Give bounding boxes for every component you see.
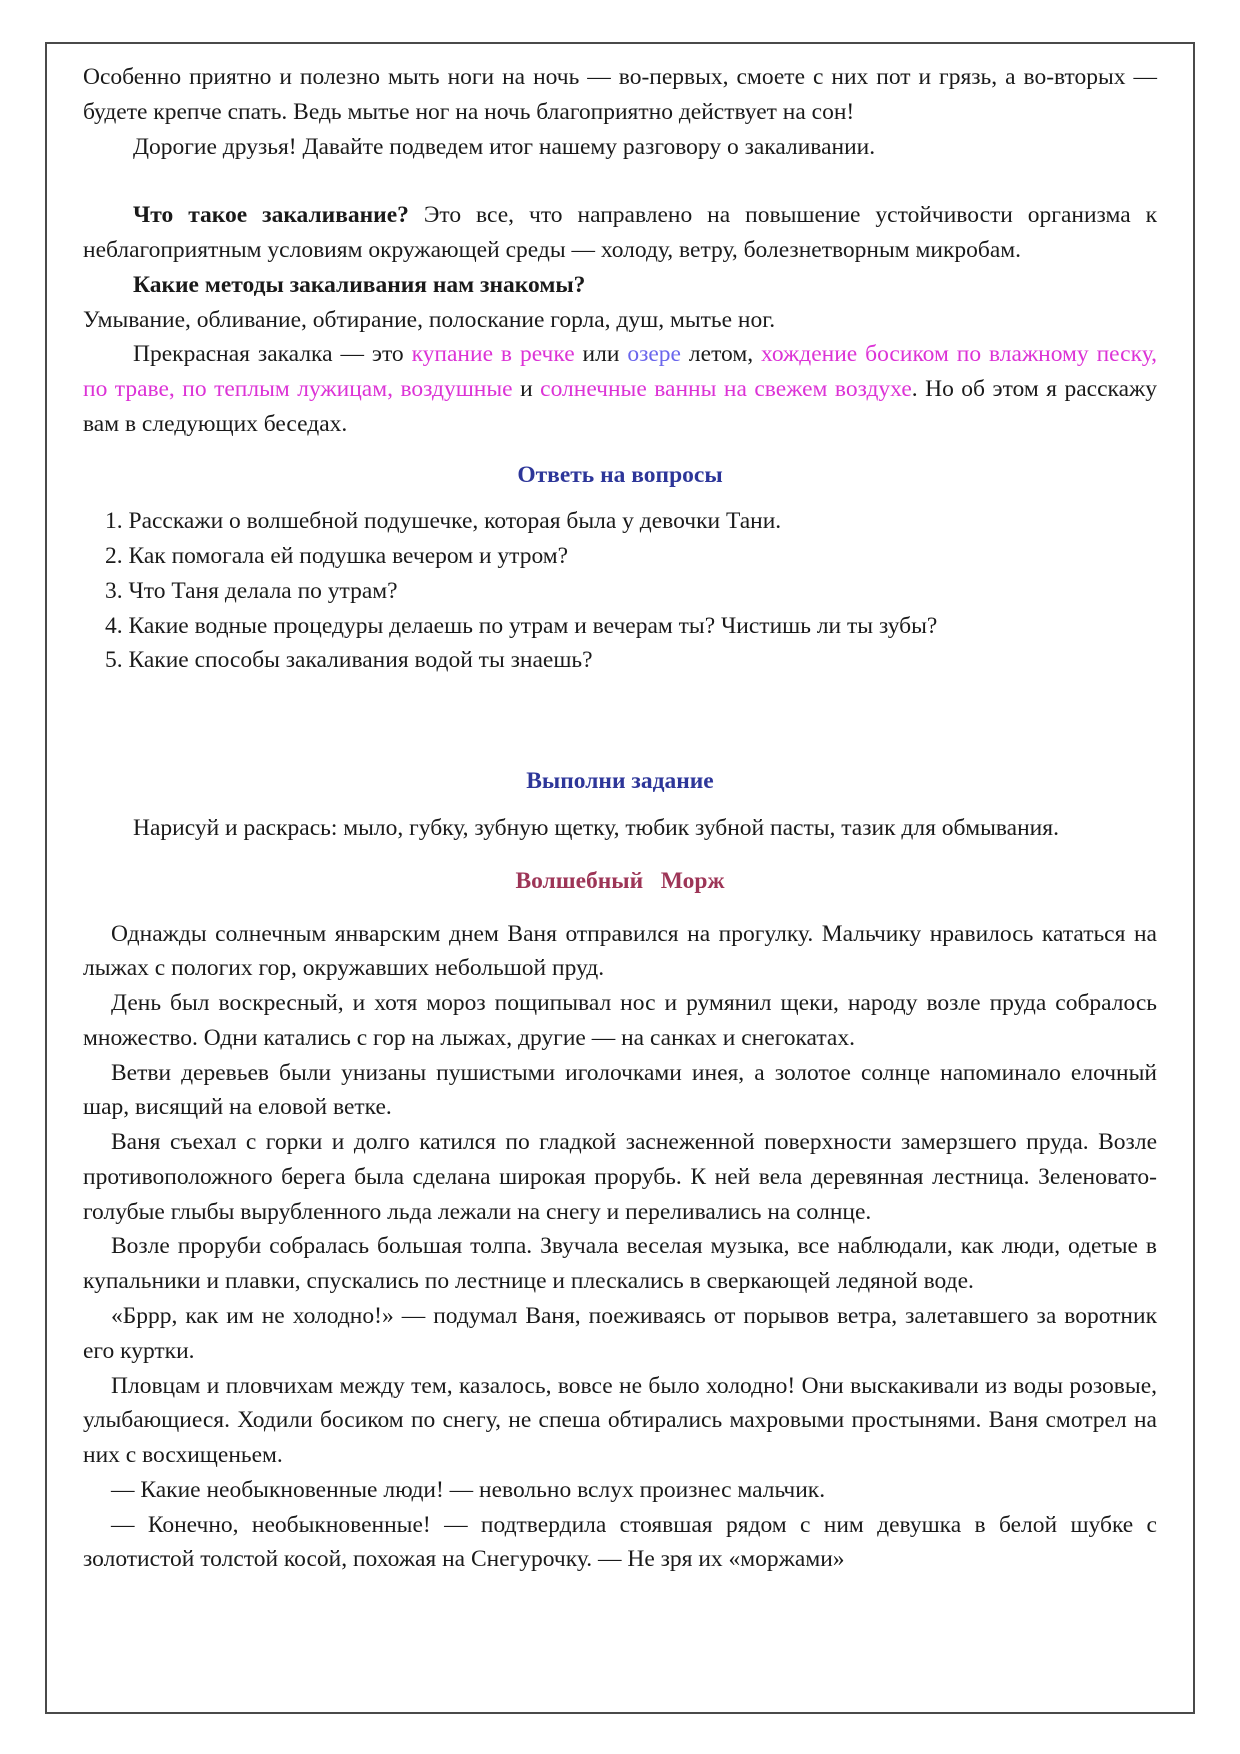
text-segment: и [512, 376, 541, 403]
text-segment: Ответь на вопросы [517, 461, 723, 488]
question-item-2 [83, 539, 1157, 574]
story-paragraph-5 [83, 1229, 1157, 1299]
question-item-1 [83, 504, 1157, 539]
text-segment: 3. Что Таня делала по утрам? [105, 577, 398, 604]
text-segment: Умывание, обливание, обтирание, полоскание горла, душ, мытье ног. [83, 306, 776, 333]
heading-magic-walrus [83, 864, 1157, 899]
paragraph-methods-list [83, 303, 1157, 338]
paragraph-great-hardening [83, 337, 1157, 441]
text-segment: Выполни задание [526, 768, 714, 795]
text-segment: Что такое закаливание? [133, 202, 424, 229]
story-paragraph-9 [83, 1508, 1157, 1578]
text-segment: Нарисуй и раскрась: мыло, губку, зубную щетку, тюбик зубной пасты, тазик для обмывания. [133, 815, 1059, 842]
text-segment: Это все, что направлено на повышение устойчивости организма к неблагоприятным условиям окружающей среды — холоду, ветру, болезнетворным микробам. [83, 202, 1158, 264]
text-segment: 5. Какие способы закаливания водой ты знаешь? [105, 647, 593, 674]
paragraph-draw-and-color [83, 811, 1157, 846]
text-segment: солнечные ванны на свежем воздухе [540, 376, 912, 403]
question-item-5 [83, 643, 1157, 678]
text-segment: 1. Расскажи о волшебной подушечке, которая была у девочки Тани. [105, 508, 782, 535]
text-segment: Волшебный Морж [515, 867, 725, 894]
story-paragraph-3 [83, 1056, 1157, 1126]
text-segment: Особенно приятно и полезно мыть ноги на ночь — во-первых, смоете с них пот и грязь, а во-вторых — будете крепче спать. Ведь мытье ног на ночь благоприятно действует на сон! [83, 64, 1157, 125]
text-segment: Какие методы закаливания нам знакомы? [133, 271, 586, 298]
heading-do-the-task [83, 764, 1157, 799]
text-segment: озере [627, 341, 681, 368]
paragraph-which-methods [83, 268, 1157, 303]
story-paragraph-6 [83, 1299, 1157, 1369]
page-border-frame [45, 42, 1195, 1714]
text-segment: Однажды солнечным январским днем Ваня отправился на прогулку. Мальчику нравилось кататься на лыжах с пологих гор, окружавших небольшой пруд. [83, 920, 1157, 982]
text-segment: купание в речке [411, 341, 575, 368]
text-segment: . Но об этом я расскажу вам в следующих беседах. [83, 376, 1157, 437]
text-segment: летом, [681, 341, 761, 368]
text-segment: — Конечно, необыкновенные! — подтвердила стоявшая рядом с ним девушка в белой шубке с золотистой толстой косой, похожая на Снегурочку. — Не зря их «моржами» [83, 1511, 1157, 1573]
page-content [83, 60, 1157, 1577]
text-segment: или [574, 341, 628, 368]
text-segment: хождение босиком по влажному песку, по траве, по теплым лужицам, воздушные [83, 341, 1157, 403]
story-paragraph-7 [83, 1369, 1157, 1473]
question-item-3 [83, 574, 1157, 609]
text-segment: 2. Как помогала ей подушка вечером и утром? [105, 543, 569, 570]
text-segment: Ветви деревьев были унизаны пушистыми иголочками инея, а золотое солнце напоминало елочный шар, висящий на еловой ветке. [83, 1059, 1157, 1121]
text-segment: Дорогие друзья! Давайте подведем итог нашему разговору о закаливании. [133, 133, 876, 160]
story-paragraph-1 [83, 917, 1157, 987]
paragraph-dear-friends [83, 130, 1157, 165]
text-segment: «Бррр, как им не холодно!» — подумал Ваня, поеживаясь от порывов ветра, залетавшего за воротник его куртки. [83, 1302, 1157, 1364]
text-segment: День был воскресный, и хотя мороз пощипывал нос и румянил щеки, народу возле пруда собралось множество. Одни катались с гор на лыжах, другие — на санках и снегокатах. [83, 990, 1157, 1051]
paragraph-what-is-hardening [83, 198, 1157, 268]
story-paragraph-4 [83, 1125, 1157, 1229]
text-segment: Ваня съехал с горки и долго катился по гладкой заснеженной поверхности замерзшего пруда. Возле противоположного берега была сделана широкая прорубь. К ней вела деревянная лестница. Зеленовато-голубые глыбы вырубленного льда лежали на снегу и переливались на солнце. [83, 1129, 1157, 1225]
story-paragraph-2 [83, 986, 1157, 1056]
heading-answer-questions [83, 458, 1157, 493]
text-segment: — Какие необыкновенные люди! — невольно вслух произнес мальчик. [111, 1476, 826, 1503]
story-paragraph-8 [83, 1473, 1157, 1508]
text-segment: Пловцам и пловчихам между тем, казалось, вовсе не было холодно! Они выскакивали из воды розовые, улыбающиеся. Ходили босиком по снегу, не спеша обтирались махровыми простынями. Ваня смотрел на них с восхищеньем. [83, 1372, 1157, 1469]
paragraph-feet-washing [83, 60, 1157, 130]
question-item-4 [83, 609, 1157, 644]
text-segment: Прекрасная закалка — это [133, 341, 412, 368]
text-segment: Возле проруби собралась большая толпа. Звучала веселая музыка, все наблюдали, как люди, одетые в купальники и плавки, спускались по лестнице и плескались в сверкающей ледяной воде. [83, 1233, 1157, 1295]
text-segment: 4. Какие водные процедуры делаешь по утрам и вечерам ты? Чистишь ли ты зубы? [105, 612, 938, 639]
